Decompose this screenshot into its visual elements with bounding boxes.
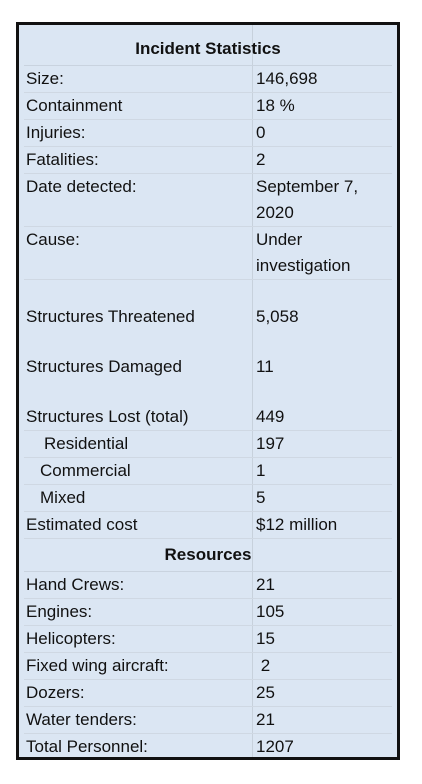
- row-value: 18 %: [256, 96, 295, 115]
- row-water-tenders: [24, 707, 392, 734]
- row-hand-crews: [24, 572, 392, 599]
- row-value: 105: [256, 602, 285, 621]
- row-label: Helicopters:: [26, 629, 116, 648]
- row-value: September 7, 2020: [256, 177, 359, 222]
- row-engines: [24, 599, 392, 626]
- row-injuries: [24, 120, 392, 147]
- row-label: Containment: [26, 96, 123, 115]
- row-cause: [24, 227, 392, 280]
- row-fatalities: [24, 147, 392, 174]
- row-label: Engines:: [26, 602, 93, 621]
- row-helicopters: [24, 626, 392, 653]
- row-structures-lost: [24, 404, 392, 431]
- incident-stats-panel: [16, 22, 400, 760]
- row-estimated-cost: [24, 512, 392, 539]
- row-label: Cause:: [26, 230, 80, 249]
- row-value: 1207: [256, 737, 294, 756]
- row-value: 0: [256, 123, 266, 142]
- row-value: 21: [256, 575, 275, 594]
- row-value: $12 million: [256, 515, 338, 534]
- row-label: Total Personnel:: [26, 737, 148, 756]
- row-label: Residential: [44, 434, 129, 453]
- row-commercial: [24, 458, 392, 485]
- row-value: 5,058: [256, 307, 299, 326]
- row-label: Structures Threatened: [26, 307, 195, 326]
- row-value: 21: [256, 710, 275, 729]
- row-label: Water tenders:: [26, 710, 137, 729]
- row-label: Date detected:: [26, 177, 137, 196]
- row-fixed-wing-aircraft: [24, 653, 392, 680]
- row-size: [24, 66, 392, 93]
- row-label: Dozers:: [26, 683, 85, 702]
- row-value: 449: [256, 407, 285, 426]
- row-value: 197: [256, 434, 285, 453]
- row-containment: [24, 93, 392, 120]
- row-label: Estimated cost: [26, 515, 138, 534]
- row-value: 11: [256, 357, 274, 376]
- row-value: 2: [256, 150, 266, 169]
- row-total-personnel: [24, 734, 392, 760]
- row-dozers: [24, 680, 392, 707]
- row-spacer: [24, 380, 392, 404]
- row-value: 15: [256, 629, 275, 648]
- row-structures-damaged: [24, 354, 392, 380]
- row-spacer: [24, 280, 392, 304]
- row-value: 146,698: [256, 69, 318, 88]
- row-value: 1: [256, 461, 266, 480]
- row-label: Structures Lost (total): [26, 407, 189, 426]
- row-label: Mixed: [40, 488, 86, 507]
- row-label: Size:: [26, 69, 64, 88]
- stats-table: [24, 33, 392, 760]
- row-value: 25: [256, 683, 275, 702]
- row-value: Under investigation: [256, 230, 351, 275]
- row-label: Hand Crews:: [26, 575, 125, 594]
- row-value: 5: [256, 488, 266, 507]
- row-value: 2: [256, 656, 271, 675]
- row-structures-threatened: [24, 304, 392, 330]
- row-mixed: [24, 485, 392, 512]
- row-residential: [24, 431, 392, 458]
- row-label: Fixed wing aircraft:: [26, 656, 169, 675]
- incident-section-title: Incident Statistics: [24, 33, 392, 66]
- row-label: Injuries:: [26, 123, 86, 142]
- row-label: Fatalities:: [26, 150, 99, 169]
- row-label: Commercial: [40, 461, 131, 480]
- row-label: Structures Damaged: [26, 357, 182, 376]
- row-date-detected: [24, 174, 392, 227]
- row-spacer: [24, 330, 392, 354]
- resources-section-title: Resources: [24, 539, 392, 572]
